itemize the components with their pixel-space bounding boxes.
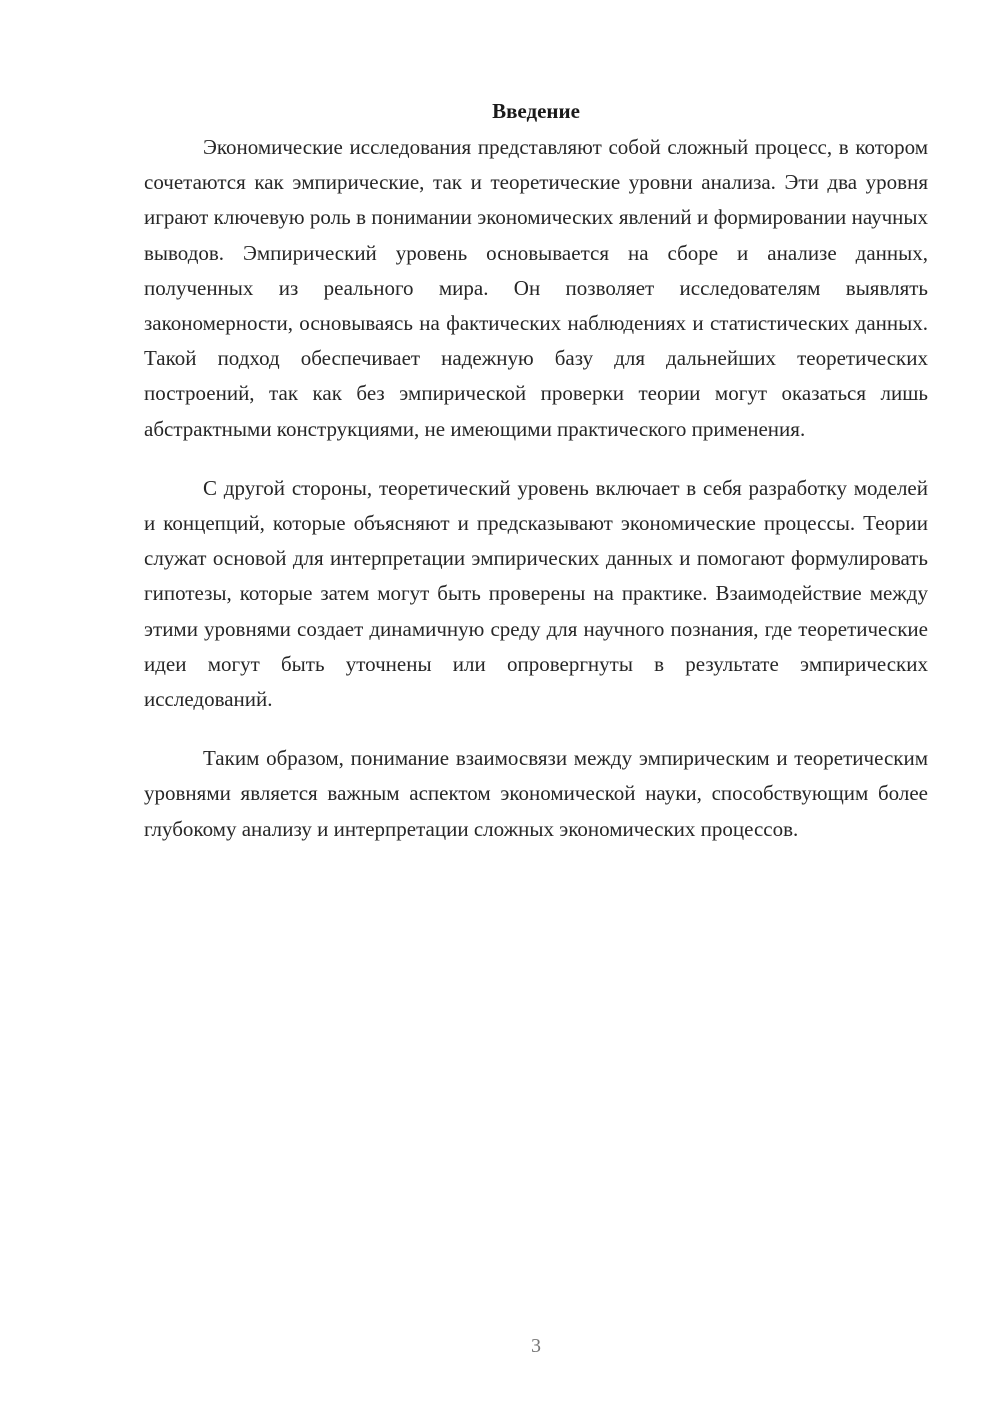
page-number: 3	[531, 1335, 541, 1357]
page-content	[144, 96, 928, 871]
paragraph-2: С другой стороны, теоретический уровень включает в себя разработку моделей и концепций, которые объясняют и предсказывают экономические процессы. Теории служат основой для интерпретации эмпирических данных и помогают формулировать гипотезы, которые затем могут быть проверены на практике. Взаимодействие между этими уровнями создает динамичную среду для научного познания, где теоретические идеи могут быть уточнены или опровергнуты в результате эмпирических исследований.	[144, 475, 928, 712]
paragraph-3: Таким образом, понимание взаимосвязи между эмпирическим и теоретическим уровнями является важным аспектом экономической науки, способствующим более глубокому анализу и интерпретации сложных экономических процессов.	[144, 746, 928, 841]
section-heading: Введение	[492, 99, 580, 123]
paragraph-1: Экономические исследования представляют собой сложный процесс, в котором сочетаются как эмпирические, так и теоретические уровни анализа. Эти два уровня играют ключевую роль в понимании экономических явлений и формировании научных выводов. Эмпирический уровень основывается на сборе и анализе данных, полученных из реального мира. Он позволяет исследователям выявлять закономерности, основываясь на фактических наблюдениях и статистических данных. Такой подход обеспечивает надежную базу для дальнейших теоретических построений, так как без эмпирической проверки теории могут оказаться лишь абстрактными конструкциями, не имеющими практического применения.	[144, 135, 928, 441]
body-text	[144, 130, 928, 847]
